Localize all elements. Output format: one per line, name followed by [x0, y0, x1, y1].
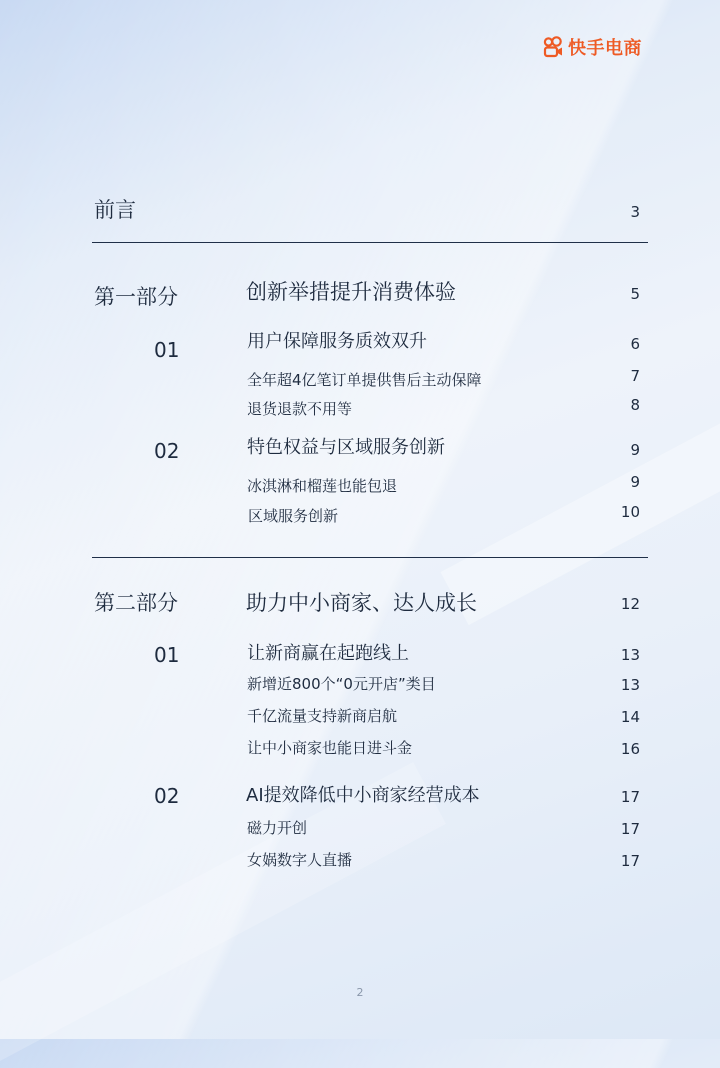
part1-section1-page: 6: [630, 335, 640, 353]
toc-item[interactable]: 退货退款不用等: [247, 400, 353, 418]
page-number: 2: [356, 986, 364, 999]
toc-item-page: 10: [620, 503, 640, 521]
background-streak: [440, 375, 720, 625]
part1-section1-title[interactable]: 用户保障服务质效双升: [247, 331, 427, 352]
divider: [92, 242, 648, 243]
toc-item-page: 7: [630, 367, 640, 385]
toc-item-page: 16: [620, 740, 640, 758]
brand-logo: [542, 34, 642, 60]
toc-item[interactable]: 新增近800个“0元开店”类目: [247, 675, 436, 693]
part1-page: 5: [630, 285, 640, 303]
toc-item-page: 17: [620, 852, 640, 870]
part2-section1-num: 01: [154, 643, 180, 667]
toc-item[interactable]: 冰淇淋和榴莲也能包退: [247, 477, 398, 495]
preface-title[interactable]: 前言: [94, 198, 136, 222]
background-streak: [0, 762, 446, 1068]
toc-item[interactable]: 磁力开创: [247, 819, 308, 837]
preface-page: 3: [630, 203, 640, 221]
part2-section2-title[interactable]: AI提效降低中小商家经营成本: [246, 785, 480, 806]
part2-section1-title[interactable]: 让新商赢在起跑线上: [247, 643, 409, 664]
part2-section2-page: 17: [620, 788, 640, 806]
toc-item[interactable]: 千亿流量支持新商启航: [247, 707, 398, 725]
part1-section2-num: 02: [154, 439, 180, 463]
part1-title[interactable]: 创新举措提升消费体验: [246, 280, 456, 304]
toc-item[interactable]: 女娲数字人直播: [247, 851, 353, 869]
part1-section2-title[interactable]: 特色权益与区域服务创新: [247, 437, 445, 458]
part1-label: 第一部分: [94, 285, 178, 309]
part2-title[interactable]: 助力中小商家、达人成长: [246, 591, 477, 615]
divider: [92, 557, 648, 558]
toc-item-page: 14: [620, 708, 640, 726]
kuaishou-logo-icon: [542, 36, 564, 58]
part2-page: 12: [620, 595, 640, 613]
part2-label: 第二部分: [94, 591, 178, 615]
toc-item-page: 9: [630, 473, 640, 491]
part1-section1-num: 01: [154, 338, 180, 362]
toc-item[interactable]: 全年超4亿笔订单提供售后主动保障: [247, 371, 482, 389]
toc-item-page: 8: [630, 396, 640, 414]
toc-item-page: 17: [620, 820, 640, 838]
toc-item[interactable]: 区域服务创新: [248, 507, 339, 525]
part1-section2-page: 9: [630, 441, 640, 459]
toc-item-page: 13: [620, 676, 640, 694]
part2-section1-page: 13: [620, 646, 640, 664]
brand-name: 快手电商: [568, 38, 642, 59]
part2-section2-num: 02: [154, 784, 180, 808]
toc-item[interactable]: 让中小商家也能日进斗金: [247, 739, 413, 757]
